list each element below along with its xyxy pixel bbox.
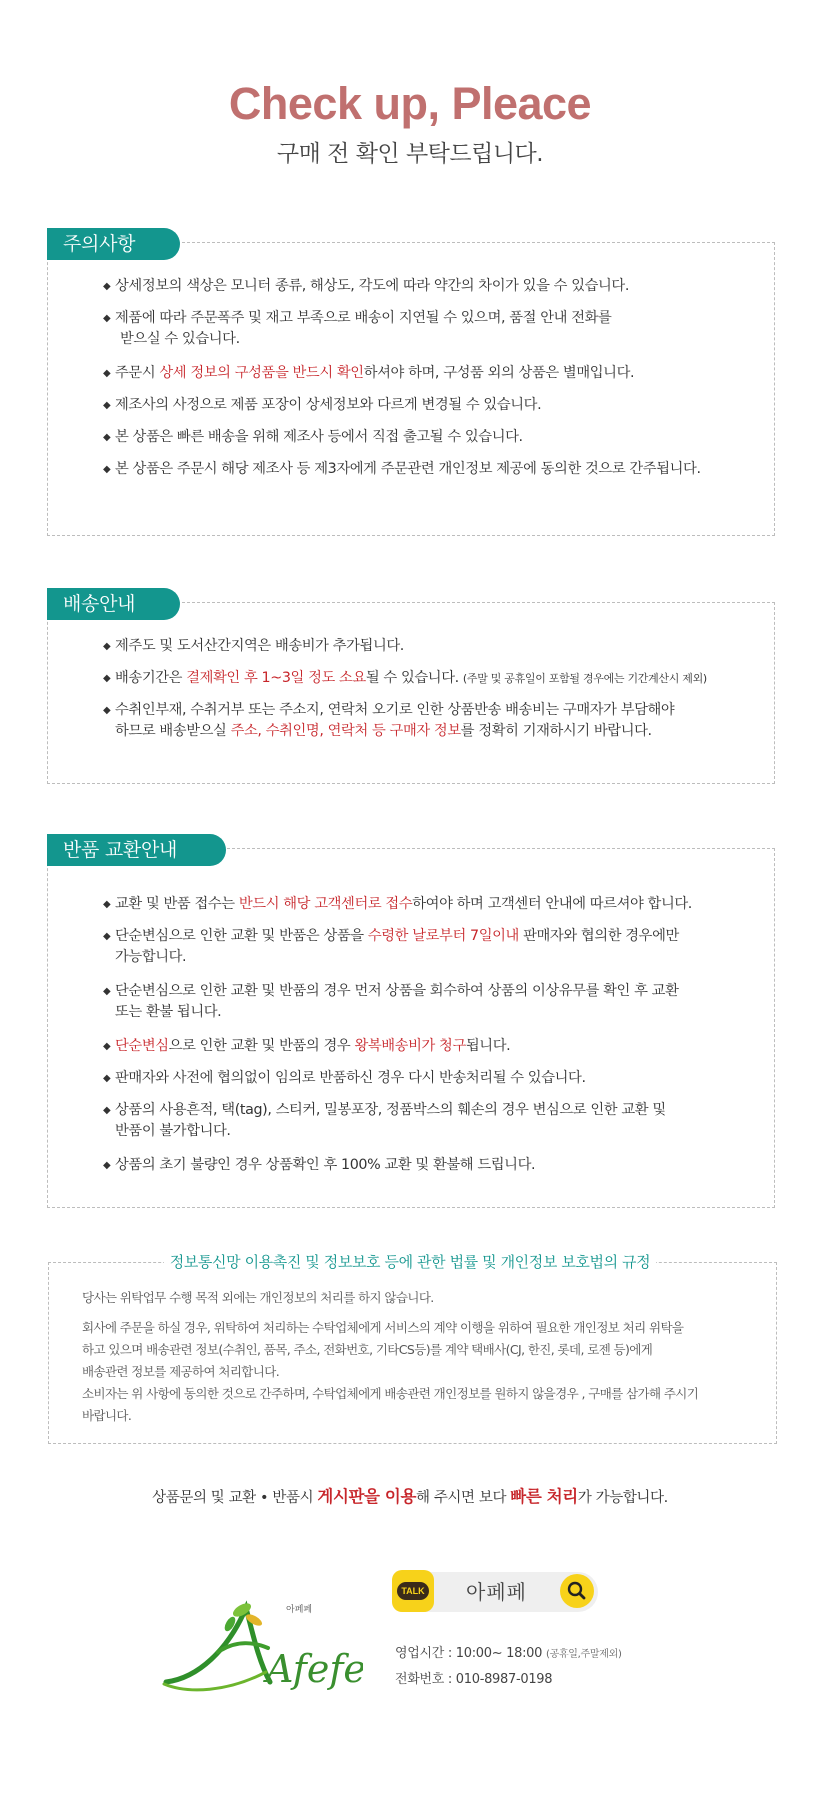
list-item: ◆ 상품의 초기 불량인 경우 상품확인 후 100% 교환 및 환불해 드립니다. [103, 1155, 755, 1176]
highlight-text: 단순변심 [115, 1038, 169, 1054]
list-item: ◆ 본 상품은 빠른 배송을 위해 제조사 등에서 직접 출고될 수 있습니다. [103, 427, 755, 448]
highlight-text: 수령한 날로부터 7일이내 [367, 928, 519, 944]
list-item: ◆ 본 상품은 주문시 해당 제조사 등 제3자에게 주문관련 개인정보 제공에 동의한 것으로 간주됩니다. [103, 459, 755, 480]
policy-title: 정보통신망 이용촉진 및 정보보호 등에 관한 법률 및 개인정보 보호법의 규정 [0, 1250, 820, 1274]
diamond-bullet-icon: ◆ [103, 368, 111, 379]
list-item: ◆ 교환 및 반품 접수는 반드시 해당 고객센터로 접수하여야 하며 고객센터 안내에 따르셔야 합니다. [103, 894, 755, 915]
list-item: ◆ 상세정보의 색상은 모니터 종류, 해상도, 각도에 따라 약간의 차이가 있을 수 있습니다. [103, 276, 755, 297]
business-hours: 영업시간 : 10:00~ 18:00 (공휴일,주말제외) [395, 1646, 622, 1661]
diamond-bullet-icon: ◆ [103, 464, 111, 475]
list-item: ◆ 상품의 사용흔적, 택(tag), 스티커, 밀봉포장, 정품박스의 훼손의 경우 변심으로 인한 교환 및 반품이 불가합니다. [103, 1102, 666, 1139]
search-button[interactable] [560, 1574, 594, 1608]
diamond-bullet-icon: ◆ [103, 986, 111, 997]
returns-tab: 반품 교환안내 [47, 834, 226, 866]
list-item: ◆ 판매자와 사전에 협의없이 임의로 반품하신 경우 다시 반송처리될 수 있습니다. [103, 1068, 755, 1089]
phone-number: 전화번호 : 010-8987-0198 [395, 1672, 553, 1687]
highlight-text: 반드시 해당 고객센터로 접수 [238, 896, 413, 912]
diamond-bullet-icon: ◆ [103, 641, 111, 652]
list-item: ◆ 배송기간은 결제확인 후 1~3일 정도 소요될 수 있습니다. (주말 및 공휴일이 포함될 경우에는 기간계산시 제외) [103, 668, 755, 689]
diamond-bullet-icon: ◆ [103, 400, 111, 411]
list-item: ◆ 제조사의 사정으로 제품 포장이 상세정보와 다르게 변경될 수 있습니다. [103, 395, 755, 416]
svg-text:Afefe: Afefe [266, 1647, 363, 1691]
caution-section [47, 228, 775, 536]
diamond-bullet-icon: ◆ [103, 705, 111, 716]
kakao-talk-icon[interactable] [392, 1570, 434, 1612]
list-item: ◆ 주문시 상세 정보의 구성품을 반드시 확인하셔야 하며, 구성품 외의 상품은 별매입니다. [103, 363, 755, 384]
highlight-text: 왕복배송비가 청구 [354, 1038, 466, 1054]
policy-line: 배송관련 정보를 제공하여 처리합니다. [82, 1364, 280, 1379]
shipping-section [47, 588, 775, 784]
caution-tab: 주의사항 [47, 228, 180, 260]
policy-line: 소비자는 위 사항에 동의한 것으로 간주하며, 수탁업체에게 배송관련 개인정보를 원하지 않을경우 , 구매를 삼가해 주시기 [82, 1386, 699, 1401]
list-item: ◆ 단순변심으로 인한 교환 및 반품의 경우 왕복배송비가 청구됩니다. [103, 1036, 755, 1057]
highlight-text: 결제확인 후 1~3일 정도 소요 [186, 670, 366, 686]
diamond-bullet-icon: ◆ [103, 1160, 111, 1171]
hours-note: (공휴일,주말제외) [545, 1649, 622, 1660]
shipping-tab: 배송안내 [47, 588, 180, 620]
list-item: ◆ 단순변심으로 인한 교환 및 반품의 경우 먼저 상품을 회수하여 상품의 이상유무를 확인 후 교환 또는 환불 됩니다. [103, 983, 679, 1020]
highlight-text: 상세 정보의 구성품을 반드시 확인 [159, 365, 364, 381]
diamond-bullet-icon: ◆ [103, 281, 111, 292]
talk-channel-name: 아페페 [466, 1580, 527, 1604]
policy-line: 당사는 위탁업무 수행 목적 외에는 개인정보의 처리를 하지 않습니다. [82, 1290, 434, 1305]
talk-label: TALK [397, 1582, 429, 1600]
leaf-logo-icon [158, 1590, 363, 1700]
page-title: Check up, Pleace [228, 78, 592, 129]
list-item: ◆ 제품에 따라 주문폭주 및 재고 부족으로 배송이 지연될 수 있으며, 품절 안내 전화를 받으실 수 있습니다. [103, 310, 612, 347]
highlight-text: 주소, 수취인명, 연락처 등 구매자 정보 [230, 723, 461, 739]
diamond-bullet-icon: ◆ [103, 313, 111, 324]
diamond-bullet-icon: ◆ [103, 1073, 111, 1084]
diamond-bullet-icon: ◆ [103, 432, 111, 443]
caution-list [103, 276, 755, 491]
policy-line: 하고 있으며 배송관련 정보(수취인, 품목, 주소, 전화번호, 기타CS등)를 계약 택배사(CJ, 한진, 롯데, 로젠 등)에게 [82, 1342, 653, 1357]
svg-text:아페페: 아페페 [286, 1605, 313, 1615]
brand-logo [158, 1590, 363, 1700]
shipping-list [103, 636, 755, 753]
diamond-bullet-icon: ◆ [103, 899, 111, 910]
list-item: ◆ 단순변심으로 인한 교환 및 반품은 상품을 수령한 날로부터 7일이내 판매자와 협의한 경우에만 가능합니다. [103, 928, 679, 965]
highlight-text: 빠른 처리 [510, 1487, 578, 1506]
diamond-bullet-icon: ◆ [103, 931, 111, 942]
diamond-bullet-icon: ◆ [103, 1105, 111, 1116]
page-subtitle: 구매 전 확인 부탁드립니다. [276, 141, 544, 167]
highlight-text: 게시판을 이용 [317, 1487, 416, 1506]
diamond-bullet-icon: ◆ [103, 673, 111, 684]
policy-line: 바랍니다. [82, 1408, 132, 1423]
list-item: ◆ 제주도 및 도서산간지역은 배송비가 추가됩니다. [103, 636, 755, 657]
returns-section [47, 834, 775, 1208]
list-item: ◆ 수취인부재, 수취거부 또는 주소지, 연락처 오기로 인한 상품반송 배송비는 구매자가 부담해야 하므로 배송받으실 주소, 수취인명, 연락처 등 구매자 정보를 정확히 기재하시기 바랍니다. [103, 702, 675, 739]
policy-line: 회사에 주문을 하실 경우, 위탁하여 처리하는 수탁업체에게 서비스의 계약 이행을 위하여 필요한 개인정보 처리 위탁을 [82, 1320, 684, 1335]
bottom-notice: 상품문의 및 교환 • 반품시 게시판을 이용해 주시면 보다 빠른 처리가 가능합니다. [152, 1487, 668, 1506]
returns-list [103, 894, 755, 1187]
diamond-bullet-icon: ◆ [103, 1041, 111, 1052]
search-icon [560, 1574, 594, 1608]
